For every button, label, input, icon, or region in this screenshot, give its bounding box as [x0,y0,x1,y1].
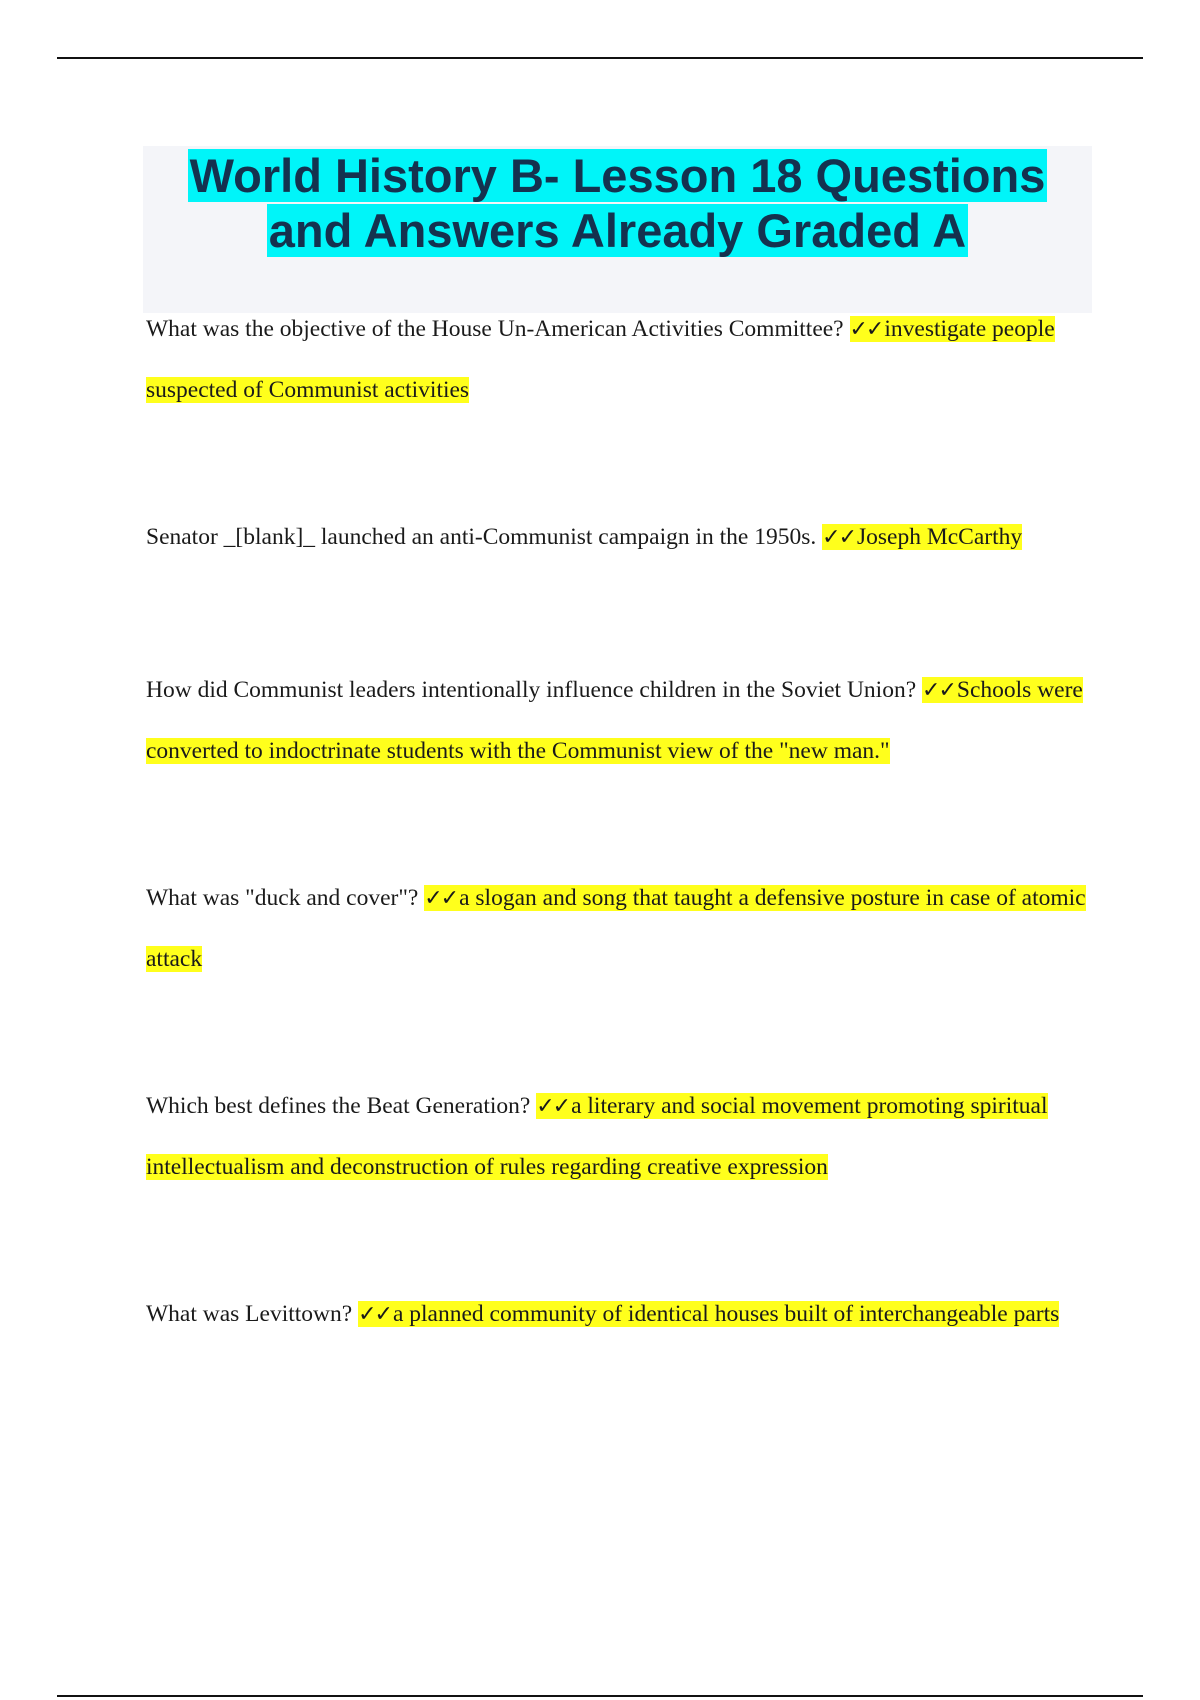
question-text: What was Levittown? [146,1301,353,1327]
answer-highlight [822,524,1022,550]
answer-text: investigate people suspected of Communist activities [146,316,1055,403]
answer-highlight [358,1301,1059,1327]
question-text: What was "duck and cover"? [146,885,419,911]
question-text: Which best defines the Beat Generation? [146,1093,531,1119]
double-check-icon: ✓✓ [536,1094,570,1119]
answer-text: Joseph McCarthy [857,524,1023,550]
title-banner [143,146,1092,313]
qa-item-3 [146,660,1094,782]
title-line-1: World History B- Lesson 18 Questions [189,149,1046,202]
answer-text: a slogan and song that taught a defensive posture in case of atomic attack [146,885,1086,972]
double-check-icon: ✓✓ [822,525,856,550]
answer-text: Schools were converted to indoctrinate students with the Communist view of the "new man." [146,677,1083,764]
double-check-icon: ✓✓ [424,886,458,911]
document-title [143,148,1092,258]
double-check-icon: ✓✓ [358,1302,391,1327]
double-check-icon: ✓✓ [849,317,883,342]
answer-text: a planned community of identical houses built of interchangeable parts [392,1301,1060,1327]
question-text: How did Communist leaders intentionally influence children in the Soviet Union? [146,677,917,703]
qa-item-2 [146,507,1094,568]
question-text: Senator _[blank]_ launched an anti-Communist campaign in the 1950s. [146,524,817,550]
qa-item-1 [146,299,1094,421]
bottom-rule [57,1695,1143,1697]
question-text: What was the objective of the House Un-American Activities Committee? [146,316,844,342]
answer-text: a literary and social movement promoting spiritual intellectualism and deconstruction of rules regarding creative expression [146,1093,1048,1180]
qa-item-5 [146,1076,1094,1198]
qa-item-6 [146,1284,1094,1345]
qa-item-4 [146,868,1094,990]
double-check-icon: ✓✓ [922,678,955,703]
title-line-2: and Answers Already Graded A [268,204,967,257]
top-rule [57,57,1143,59]
